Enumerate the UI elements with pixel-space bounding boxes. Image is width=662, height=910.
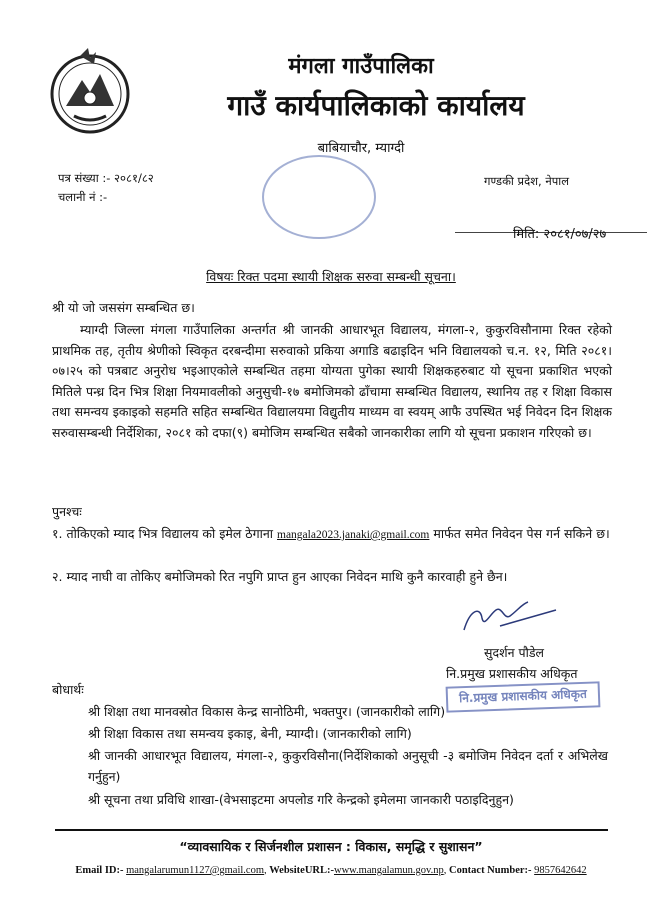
cc-item: श्री शिक्षा विकास तथा समन्वय इकाइ, बेनी, म्याग्दी। (जानकारीको लागि) xyxy=(88,726,412,741)
province-label: गण्डकी प्रदेश, नेपाल xyxy=(484,174,570,188)
contact-number: 9857642642 xyxy=(534,865,587,876)
handwritten-signature xyxy=(460,596,560,638)
footer-slogan: “व्यावसायिक र सिर्जनशील प्रशासन : विकास, समृद्धि र सुशासन” xyxy=(179,839,483,854)
postscript-item-1-suffix: मार्फत समेत निवेदन पेस गर्न सकिने छ। xyxy=(433,526,610,541)
website-label: WebsiteURL:- xyxy=(269,865,334,876)
email-label: Email ID:- xyxy=(75,865,124,876)
footer-divider xyxy=(55,829,608,831)
subject-line xyxy=(0,268,662,285)
email-link[interactable]: mangalarumun1127@gmail.com xyxy=(126,865,264,876)
signatory-designation: नि.प्रमुख प्रशासकीय अधिकृत xyxy=(446,666,578,681)
office-name: गाउँ कार्यपालिकाको कार्यालय xyxy=(227,89,525,122)
salutation: श्री यो जो जससंग सम्बन्धित छ। xyxy=(52,300,195,315)
office-location: बाबियाचौर, म्याग्दी xyxy=(317,141,405,156)
cc-item: श्री शिक्षा तथा मानवस्रोत विकास केन्द्र सानोठिमी, भक्तपुर। (जानकारीको लागि) xyxy=(88,704,446,719)
cc-item: श्री सूचना तथा प्रविधि शाखा-(वेभसाइटमा अपलोड गरि केन्द्रको इमेलमा जानकारी पठाइदिनुहुन) xyxy=(88,792,514,807)
municipality-name: मंगला गाउँपालिका xyxy=(288,54,434,79)
office-round-stamp xyxy=(262,155,376,239)
postscript-item-1-prefix: १. तोकिएको म्याद भित्र विद्यालय को इमेल ठेगाना xyxy=(52,526,274,541)
school-email-link[interactable]: mangala2023.janaki@gmail.com xyxy=(277,529,430,541)
contact-label: Contact Number:- xyxy=(448,865,532,876)
postscript-item-2: २. म्याद नाघी वा तोकिए बमोजिमको रित नपुगि प्राप्त हुन आएका निवेदन माथि कुनै कारवाही हुने छैन। xyxy=(52,569,508,584)
website-link[interactable]: www.mangalamun.gov.np xyxy=(333,865,444,876)
footer-contact-line: Email ID:- mangalarumun1127@gmail.com, WebsiteURL:-www.mangalamun.gov.np, Contact Number:- 9857642642 xyxy=(75,865,587,876)
dispatch-number: चलानी नं :- xyxy=(58,190,108,204)
body-paragraph: म्याग्दी जिल्ला मंगला गाउँपालिका अन्तर्गत श्री जानकी आधारभूत विद्यालय, मंगला-२, कुकुरविसौनामा रिक्त रहेको प्राथमिक तह, तृतीय श्रेणीको स्विकृत दरबन्दीमा सरुवाको प्रकिया अगाडि बढाइदिन भनि विद्यालयको च.न. १२, मिति २०८१।०७।२५ को पत्रबाट अनुरोध भइआएकोले सम्बन्धित तहमा योग्यता पुगेका स्थायी शिक्षकहरुबाट यो सूचना प्रकाशित भएको मितिले पन्ध्र दिन भित्र शिक्षा नियमावलीको अनुसुची-१७ बमोजिमको ढाँचामा सम्बन्धित विद्यालय, स्थानिय तह र शिक्षा विकास तथा समन्वय इकाइको सहमति सहित सम्बन्धित विद्यालयमा विद्युतीय माध्यम वा स्वयम् आफै उपस्थित भई निवेदन दिन शिक्षक सरुवासम्बन्धी निर्देशिका, २०८१ को दफा(९) बमोजिम सम्बन्धित सबैको जानकारीका लागि यो सूचना प्रकाशन गरिएको छ। xyxy=(52,322,612,440)
subject-text: विषयः रिक्त पदमा स्थायी शिक्षक सरुवा सम्बन्धी सूचना। xyxy=(206,269,456,284)
cc-heading: बोधार्थः xyxy=(52,682,84,697)
reference-number: पत्र संख्या :- २०८१/८२ xyxy=(58,171,154,185)
signatory-name: सुदर्शन पौडेल xyxy=(484,645,544,660)
cc-item: श्री जानकी आधारभूत विद्यालय, मंगला-२, कुकुरविसौना(निर्देशिकाको अनुसूची -३ बमोजिम निवेदन दर्ता र अभिलेख गर्नुहुन) xyxy=(88,748,608,784)
postscript-item-1 xyxy=(52,524,612,546)
postscript-heading: पुनश्चः xyxy=(52,504,82,519)
designation-stamp: नि.प्रमुख प्रशासकीय अधिकृत xyxy=(446,681,601,712)
letter-date: मिति: २०८१/०७/२७ xyxy=(513,227,607,242)
